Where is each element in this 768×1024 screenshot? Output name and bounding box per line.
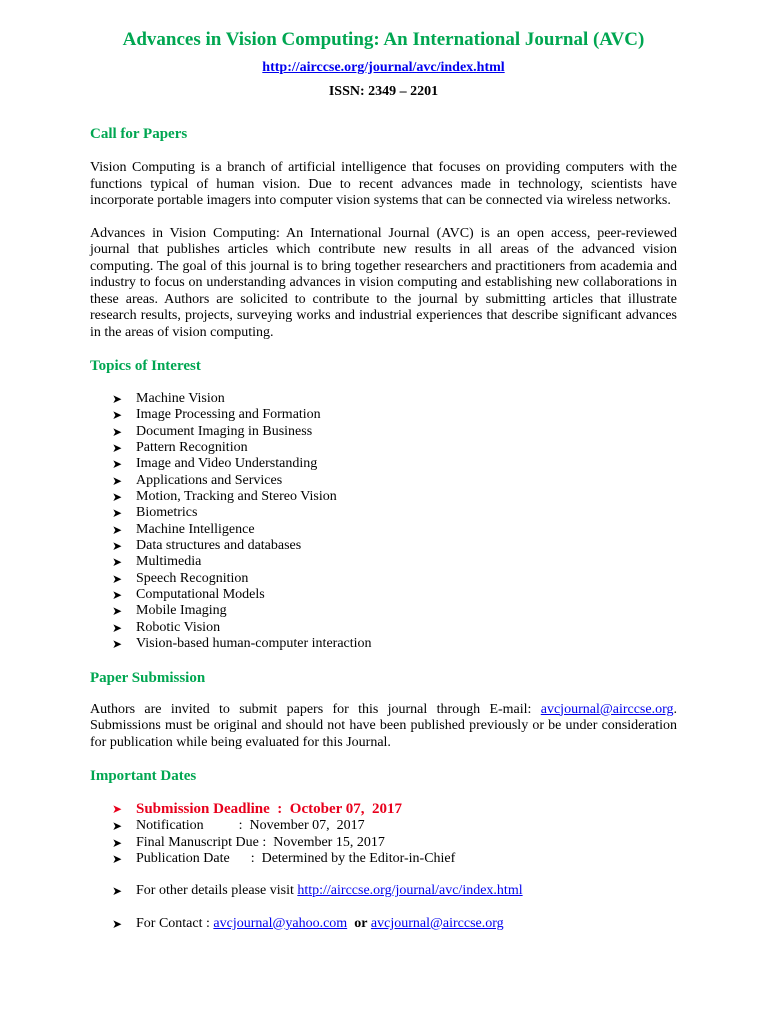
arrow-bullet-icon: ➤ [112, 408, 123, 423]
arrow-bullet-icon: ➤ [112, 916, 123, 931]
topic-label: Machine Intelligence [136, 521, 255, 537]
topic-label: Image Processing and Formation [136, 407, 321, 423]
topic-label: Pattern Recognition [136, 440, 248, 456]
list-item [112, 587, 677, 603]
notification-date: Notification : November 07, 2017 [136, 818, 365, 834]
topic-label: Computational Models [136, 587, 265, 603]
arrow-bullet-icon: ➤ [112, 571, 123, 586]
submission-deadline: Submission Deadline : October 07, 2017 [136, 801, 402, 817]
topic-label: Speech Recognition [136, 570, 249, 586]
arrow-bullet-icon: ➤ [112, 835, 123, 850]
topic-label: Robotic Vision [136, 619, 221, 635]
arrow-bullet-icon: ➤ [112, 819, 123, 834]
document-page [90, 28, 677, 932]
arrow-bullet-icon: ➤ [112, 490, 123, 505]
arrow-bullet-icon: ➤ [112, 884, 123, 899]
list-item [112, 620, 677, 636]
submission-text-after: . Submissions must be original and should not have been published previously or be under consideration for publication while being evaluated for this Journal. [90, 701, 677, 750]
submission-paragraph [90, 702, 677, 752]
list-item [112, 538, 677, 554]
list-item [112, 883, 677, 899]
list-item [112, 407, 677, 423]
topic-label: Data structures and databases [136, 538, 302, 554]
contact-email-yahoo-link[interactable]: avcjournal@yahoo.com [213, 915, 348, 931]
list-item [112, 801, 677, 818]
list-item [112, 554, 677, 570]
details-text: For other details please visit [136, 883, 298, 899]
journal-url-line [90, 60, 677, 76]
list-item [112, 440, 677, 456]
topic-label: Image and Video Understanding [136, 456, 318, 472]
arrow-bullet-icon: ➤ [112, 473, 123, 488]
arrow-bullet-icon: ➤ [112, 506, 123, 521]
topic-label: Multimedia [136, 554, 202, 570]
list-item [112, 818, 677, 834]
topic-label: Document Imaging in Business [136, 423, 313, 439]
arrow-bullet-icon: ➤ [112, 392, 123, 406]
topic-label: Vision-based human-computer interaction [136, 636, 372, 652]
arrow-bullet-icon: ➤ [112, 522, 123, 537]
arrow-bullet-icon: ➤ [112, 588, 123, 603]
paper-submission-heading: Paper Submission [90, 669, 206, 686]
arrow-bullet-icon: ➤ [112, 555, 123, 570]
list-item [112, 636, 677, 652]
contact-list [90, 916, 677, 932]
list-item [112, 851, 677, 867]
final-manuscript-date: Final Manuscript Due : November 15, 2017 [136, 834, 385, 850]
list-item [112, 835, 677, 851]
details-url-link[interactable]: http://airccse.org/journal/avc/index.html [297, 883, 523, 899]
list-item [112, 505, 677, 521]
arrow-bullet-icon: ➤ [112, 539, 123, 554]
important-dates-heading: Important Dates [90, 768, 197, 784]
arrow-bullet-icon: ➤ [112, 637, 123, 652]
details-list [90, 883, 677, 899]
publication-date: Publication Date : Determined by the Editor-in-Chief [136, 851, 456, 867]
topic-label: Biometrics [136, 505, 198, 521]
submission-text-before: Authors are invited to submit papers for this journal through E-mail: [90, 701, 541, 717]
call-for-papers-heading: Call for Papers [90, 126, 188, 142]
dates-list [90, 801, 677, 867]
list-item [112, 571, 677, 587]
list-item [112, 603, 677, 619]
call-for-papers-paragraph-2: Advances in Vision Computing: An International Journal (AVC) is an open access, peer-reviewed journal that publishes articles which contribute new results in all areas of the advanced vision computing. The goal of this journal is to bring together researchers and practitioners from academia and industry to focus on understanding advances in vision computing and establishing new collaborations in these areas. Authors are solicited to contribute to the journal by submitting articles that illustrate research results, projects, surveying works and industrial experiences that describe significant advances in the areas of vision computing. [90, 225, 677, 340]
list-item [112, 424, 677, 440]
list-item [112, 473, 677, 489]
contact-label: For Contact : [136, 915, 214, 931]
arrow-bullet-icon: ➤ [112, 441, 123, 456]
list-item [112, 522, 677, 538]
list-item [112, 489, 677, 505]
journal-url-link[interactable]: http://airccse.org/journal/avc/index.html [262, 60, 505, 75]
topic-label: Applications and Services [136, 472, 283, 488]
contact-email-airccse-link[interactable]: avcjournal@airccse.org [370, 915, 504, 931]
topic-label: Mobile Imaging [136, 603, 227, 619]
topics-list [90, 391, 677, 653]
arrow-bullet-icon: ➤ [112, 620, 123, 635]
arrow-bullet-icon: ➤ [112, 852, 123, 867]
topic-label: Motion, Tracking and Stereo Vision [136, 489, 337, 505]
journal-title: Advances in Vision Computing: An International Journal (AVC) [122, 29, 645, 50]
contact-or: or [354, 915, 368, 931]
topic-label: Machine Vision [136, 391, 225, 406]
topics-heading: Topics of Interest [90, 358, 201, 374]
issn: ISSN: 2349 – 2201 [328, 84, 439, 99]
arrow-bullet-icon: ➤ [112, 604, 123, 619]
arrow-bullet-icon: ➤ [112, 457, 123, 472]
call-for-papers-paragraph-1: Vision Computing is a branch of artificial intelligence that focuses on providing computers with the functions typical of human vision. Due to recent advances made in technology, scientists have incorporate portable imagers into computer vision systems that can be connected via wireless networks. [90, 160, 677, 208]
arrow-bullet-icon: ➤ [112, 424, 123, 439]
list-item [112, 391, 677, 407]
list-item [112, 916, 677, 932]
list-item [112, 456, 677, 472]
arrow-bullet-icon: ➤ [112, 802, 123, 816]
submission-email-link[interactable]: avcjournal@airccse.org [540, 701, 674, 717]
